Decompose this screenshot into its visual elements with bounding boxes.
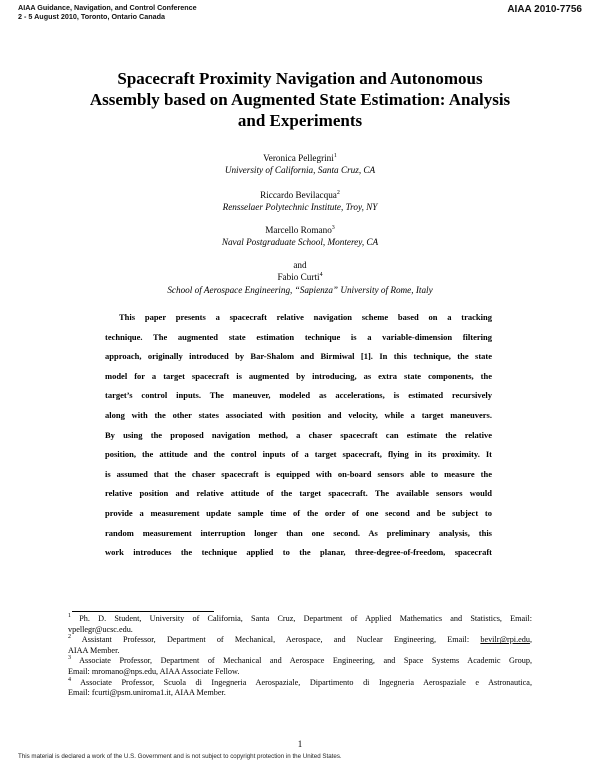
paper-title bbox=[60, 68, 540, 131]
author-block bbox=[60, 152, 540, 177]
footnote bbox=[68, 614, 532, 635]
and-separator: and bbox=[293, 260, 307, 270]
abstract-line: approach, originally introduced by Bar-Shalom and Birmiwal [1]. In this technique, the state bbox=[105, 351, 492, 362]
footnote-text: vpellegr@ucsc.edu. bbox=[68, 624, 133, 634]
abstract-line: By using the proposed navigation method, a chaser spacecraft can estimate the relative bbox=[105, 429, 492, 440]
title-line: and Experiments bbox=[237, 111, 363, 130]
paper-number: AIAA 2010-7756 bbox=[507, 4, 582, 15]
abstract-line: target’s control inputs. The maneuver, modeled as accelerations, is estimated recursively bbox=[105, 390, 492, 401]
author-footnote-mark: 3 bbox=[331, 225, 335, 231]
abstract-line: is assumed that the chaser spacecraft is equipped with on-board sensors able to measure the bbox=[105, 468, 492, 479]
author-footnote-mark: 1 bbox=[333, 153, 337, 159]
footnote-text: Associate Professor, Scuola di Ingegneria Aerospaziale, Dipartimento di Ingegneria Aerospaziale e Astronautica, bbox=[80, 677, 532, 687]
footnotes bbox=[68, 614, 532, 699]
footnote bbox=[68, 678, 532, 699]
author-footnote-mark: 2 bbox=[336, 190, 340, 196]
author-name: Riccardo Bevilacqua bbox=[260, 190, 337, 200]
abstract-line: This paper presents a spacecraft relative navigation scheme based on a tracking bbox=[119, 312, 492, 322]
conference-name: AIAA Guidance, Navigation, and Control Conference bbox=[18, 3, 197, 12]
abstract-line: random measurement interruption longer than one second. As preliminary analysis, this bbox=[105, 527, 492, 538]
page-number: 1 bbox=[297, 739, 303, 749]
conference-dates: 2 - 5 August 2010, Toronto, Ontario Canada bbox=[18, 11, 165, 21]
email-link[interactable]: bevilr@rpi.edu bbox=[480, 635, 530, 645]
footnote-text: Email: mromano@nps.edu, AIAA Associate Fellow. bbox=[68, 666, 240, 676]
abstract-line: technique. The augmented state estimation technique is a variable-dimension filtering bbox=[105, 331, 492, 342]
author-affiliation: School of Aerospace Engineering, “Sapienza” University of Rome, Italy bbox=[167, 284, 433, 295]
footnote-number: 1 bbox=[68, 613, 71, 619]
footnote-text: Ph. D. Student, University of California, Santa Cruz, Department of Applied Mathematics and Statistics, Email: bbox=[79, 614, 533, 623]
abstract-line: relative position and relative attitude of the target spacecraft. The available sensors would bbox=[105, 488, 492, 499]
footnote-divider bbox=[72, 611, 214, 612]
footnote-text: Assistant Professor, Department of Mechanical, Aerospace, and Nuclear Engineering, Email: bbox=[81, 635, 470, 645]
abstract-line: along with the other states associated with position and velocity, while a target maneuvers. bbox=[105, 409, 492, 420]
copyright-disclaimer: This material is declared a work of the U.S. Government and is not subject to copyright protection in the United States. bbox=[18, 753, 342, 760]
footnote bbox=[68, 656, 532, 677]
footnote bbox=[68, 635, 532, 656]
footnote-number: 4 bbox=[68, 676, 71, 683]
title-line: Spacecraft Proximity Navigation and Autonomous bbox=[117, 69, 483, 88]
abstract-line: work introduces the technique applied to the planar, three-degree-of-freedom, spacecraft bbox=[105, 547, 492, 558]
author-name: Fabio Curti bbox=[277, 272, 320, 283]
author-name: Marcello Romano bbox=[265, 225, 332, 235]
author-footnote-mark: 4 bbox=[319, 272, 323, 279]
abstract bbox=[105, 308, 492, 563]
author-name: Veronica Pellegrini bbox=[263, 153, 334, 163]
author-affiliation: University of California, Santa Cruz, CA bbox=[224, 165, 376, 176]
conference-header bbox=[18, 4, 197, 21]
author-affiliation: Rensselaer Polytechnic Institute, Troy, NY bbox=[222, 202, 378, 213]
footnote-number: 2 bbox=[68, 634, 71, 641]
footnote-punct: , bbox=[529, 635, 532, 645]
abstract-line: provide a measurement update sample time of the order of one second and be subject to bbox=[105, 507, 492, 518]
author-block bbox=[60, 189, 540, 214]
abstract-line: model for a target spacecraft is augmented by introducing, as extra state components, the bbox=[105, 370, 492, 381]
footnote-text: Associate Professor, Department of Mechanical and Aerospace Engineering, and Space Systems Academic Group, bbox=[79, 656, 532, 666]
author-affiliation: Naval Postgraduate School, Monterey, CA bbox=[221, 237, 379, 248]
author-block bbox=[60, 224, 540, 249]
title-line: Assembly based on Augmented State Estimation: Analysis bbox=[89, 90, 511, 109]
footnote-number: 3 bbox=[68, 655, 71, 662]
footnote-text: AIAA Member. bbox=[68, 645, 120, 655]
author-block bbox=[60, 259, 540, 296]
abstract-line: position, the attitude and the control inputs of a target spacecraft, flying in its proximity. It bbox=[105, 449, 492, 460]
footnote-text: Email: fcurti@psm.uniroma1.it, AIAA Member. bbox=[68, 688, 226, 698]
